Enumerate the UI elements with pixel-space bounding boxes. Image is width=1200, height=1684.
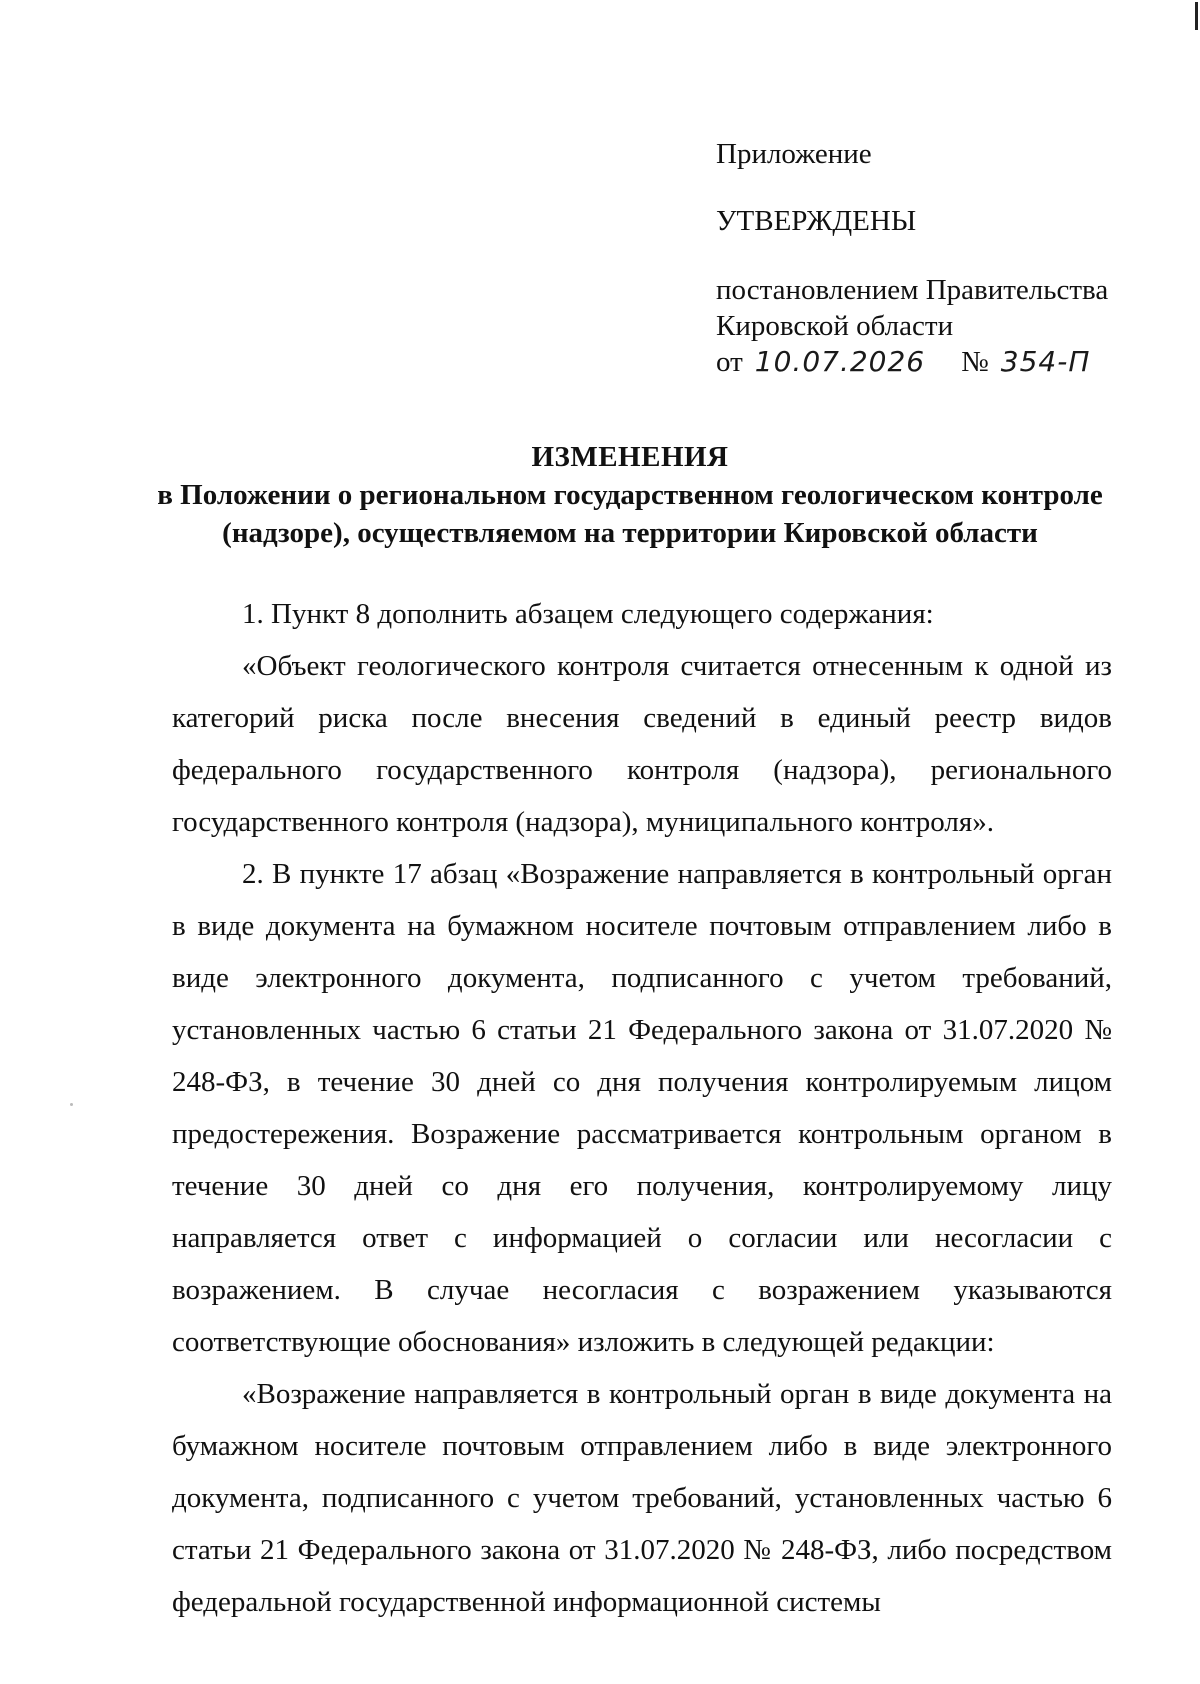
date-prefix: от [716,346,743,378]
decree-line-1: постановлением Правительства [716,274,1109,306]
paragraph-3: 2. В пункте 17 абзац «Возражение направляется в контрольный орган в виде документа на бумажном носителе почтовым отправлением либо в виде электронного документа, подписанного с учетом требований, установленных частью 6 статьи 21 Федерального закона от 31.07.2020 № 248-ФЗ, в течение 30 дней со дня получения контролируемым лицом предостережения. Возражение рассматривается контрольным органом в течение 30 дней со дня его получения, контролируемому лицу направляется ответ с информацией о согласии или несогласии с возражением. В случае несогласия с возражением указываются соответствующие обоснования» изложить в следующей редакции: [172,858,1112,1358]
document-title [130,438,1130,552]
appendix-label: Приложение [716,138,872,170]
title-sub-line-1: в Положении о региональном государственном геологическом контроле [157,479,1103,511]
handwritten-date: 10.07.2026 [754,345,926,378]
document-body [172,588,1112,1628]
paragraph-1: 1. Пункт 8 дополнить абзацем следующего содержания: [242,598,934,630]
scan-speck [70,1103,73,1106]
title-sub-line-2: (надзоре), осуществляемом на территории Кировской области [222,517,1038,549]
title-main: ИЗМЕНЕНИЯ [531,441,729,473]
paragraph-4: «Возражение направляется в контрольный орган в виде документа на бумажном носителе почтовым отправлением либо в виде электронного документа, подписанного с учетом требований, установленных частью 6 статьи 21 Федерального закона от 31.07.2020 № 248-ФЗ, либо посредством федеральной государственной информационной системы [172,1378,1112,1618]
approved-label: УТВЕРЖДЕНЫ [716,205,917,237]
handwritten-number: 354-П [1000,345,1091,378]
paragraph-2: «Объект геологического контроля считается отнесенным к одной из категорий риска после внесения сведений в единый реестр видов федерального государственного контроля (надзора), регионального государственного контроля (надзора), муниципального контроля». [172,650,1112,838]
decree-line-2: Кировской области [716,310,954,342]
number-prefix: № [961,346,989,378]
decree-reference [716,272,1108,380]
scan-edge-mark [1195,2,1198,30]
decree-date-number-line [716,344,1108,380]
